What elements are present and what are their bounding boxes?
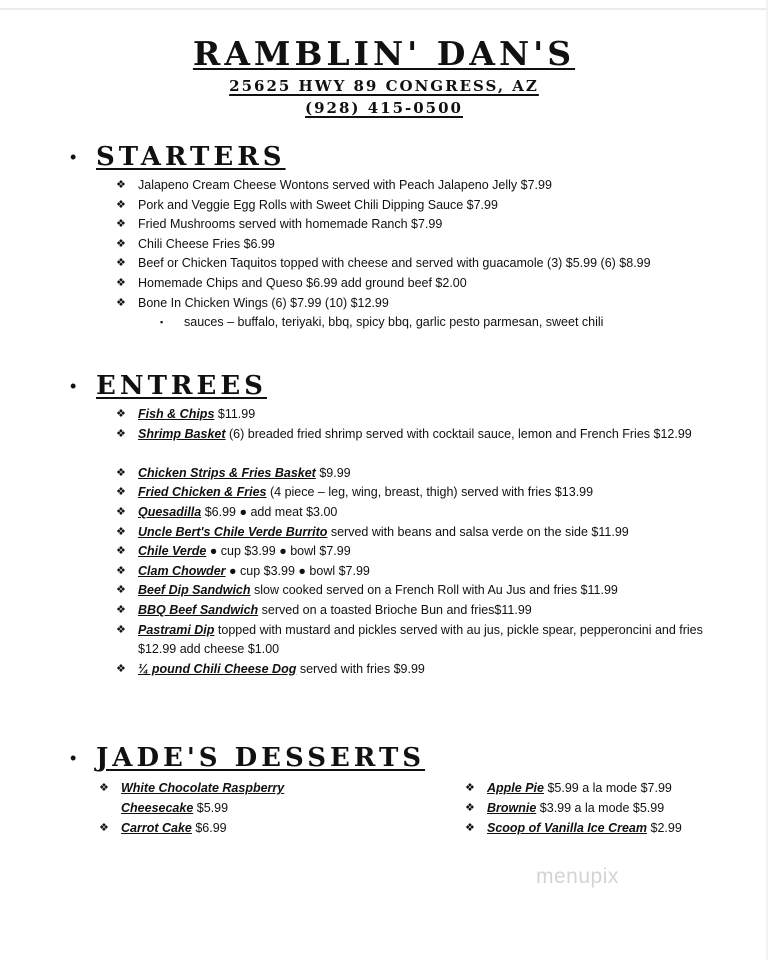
restaurant-phone: (928) 415-0500: [304, 99, 463, 117]
entree-name: Chile Verde: [138, 544, 207, 559]
entrees-heading: ENTREES: [96, 371, 267, 401]
diamond-bullet-icon: ❖: [116, 237, 126, 250]
entree-name: Shrimp Basket: [138, 426, 226, 441]
entree-name: BBQ Beef Sandwich: [138, 603, 259, 617]
diamond-bullet-icon: ❖: [116, 218, 126, 231]
list-item: [116, 176, 721, 196]
diamond-bullet-icon: ❖: [116, 408, 126, 420]
list-item: [465, 778, 735, 798]
dessert-name: Brownie: [487, 801, 537, 815]
entree-desc: topped with mustard and pickles served with au jus, pickle spear, pepperoncini and fries $12.99 add cheese $1.00: [138, 622, 703, 657]
starter-text: Beef or Chicken Taquitos topped with cheese and served with guacamole (3) $5.99 (6) $8.99: [138, 256, 651, 271]
dessert-desc: $5.99 a la mode $7.99: [543, 781, 672, 795]
list-item: [116, 254, 721, 274]
diamond-bullet-icon: ❖: [465, 782, 475, 794]
entree-desc: (4 piece – leg, wing, breast, thigh) served with fries $13.99: [266, 485, 594, 500]
diamond-bullet-icon: ❖: [116, 604, 126, 616]
diamond-bullet-icon: ❖: [465, 822, 475, 834]
list-item: [465, 798, 735, 818]
menupix-watermark: menupix: [536, 865, 619, 888]
diamond-bullet-icon: ❖: [116, 662, 126, 675]
diamond-bullet-icon: ❖: [116, 277, 126, 289]
diamond-bullet-icon: ❖: [116, 525, 126, 538]
diamond-bullet-icon: ❖: [116, 584, 126, 597]
list-item: [116, 523, 721, 543]
section-entrees: [70, 371, 267, 401]
dessert-desc: $6.99: [191, 821, 227, 835]
list-item: [116, 483, 721, 503]
section-bullet-icon: •: [70, 747, 77, 768]
diamond-bullet-icon: ❖: [116, 198, 126, 211]
list-item: [116, 425, 721, 445]
diamond-bullet-icon: ❖: [116, 623, 126, 636]
diamond-bullet-icon: ❖: [116, 466, 126, 479]
entree-desc: served on a toasted Brioche Bun and fries$11.99: [258, 603, 532, 617]
starters-heading: STARTERS: [96, 142, 286, 172]
dessert-desc: $2.99: [647, 821, 682, 835]
starter-text: Chili Cheese Fries $6.99: [138, 236, 275, 251]
diamond-bullet-icon: ❖: [99, 822, 109, 834]
dessert-desc: $5.99: [193, 801, 229, 815]
list-item: [116, 464, 721, 484]
diamond-bullet-icon: ❖: [116, 545, 126, 558]
list-item: [116, 581, 721, 601]
diamond-bullet-icon: ❖: [116, 564, 126, 577]
starter-text: Pork and Veggie Egg Rolls with Sweet Chili Dipping Sauce $7.99: [138, 197, 498, 212]
list-item: [116, 196, 721, 216]
entree-desc: served with fries $9.99: [296, 661, 425, 676]
entree-name: Pastrami Dip: [138, 622, 215, 637]
entree-name: Clam Chowder: [138, 563, 226, 578]
list-item: [116, 601, 721, 621]
list-item: [116, 542, 721, 562]
section-desserts: [70, 743, 425, 773]
dessert-name: Apple Pie: [487, 781, 544, 795]
square-bullet-icon: ▪: [160, 317, 164, 328]
list-item: [99, 818, 309, 838]
desserts-right-column: [465, 778, 735, 838]
diamond-bullet-icon: ❖: [116, 179, 126, 191]
entree-desc: $6.99 ● add meat $3.00: [201, 505, 338, 519]
entree-desc: ● cup $3.99 ● bowl $7.99: [206, 544, 351, 559]
diamond-bullet-icon: ❖: [116, 257, 126, 270]
list-item: [116, 562, 721, 582]
dessert-name: Scoop of Vanilla Ice Cream: [487, 821, 648, 835]
dessert-name: Carrot Cake: [121, 821, 192, 835]
desserts-left-column: [99, 778, 309, 838]
diamond-bullet-icon: ❖: [116, 506, 126, 518]
dessert-name: White Chocolate Raspberry Cheesecake: [121, 781, 285, 815]
entree-name: Fried Chicken & Fries: [138, 485, 267, 500]
entree-desc: ● cup $3.99 ● bowl $7.99: [225, 563, 370, 578]
section-starters: [70, 142, 286, 172]
entree-desc: $11.99: [214, 407, 256, 421]
sauces-text: sauces – buffalo, teriyaki, bbq, spicy bbq, garlic pesto parmesan, sweet chili: [184, 315, 604, 330]
restaurant-name: RAMBLIN' DAN'S: [192, 34, 576, 73]
list-item: [116, 621, 721, 660]
list-item: [116, 294, 721, 314]
section-bullet-icon: •: [70, 146, 77, 167]
list-item: [116, 235, 721, 255]
entree-desc: slow cooked served on a French Roll with Au Jus and fries $11.99: [250, 583, 618, 598]
starter-text: Fried Mushrooms served with homemade Ranch $7.99: [138, 217, 443, 232]
entree-name: ¼ pound Chili Cheese Dog: [138, 661, 297, 676]
list-item: [99, 778, 309, 818]
entree-desc: served with beans and salsa verde on the side $11.99: [327, 524, 629, 539]
entree-name: Uncle Bert's Chile Verde Burrito: [138, 524, 328, 539]
starter-text: Homemade Chips and Queso $6.99 add ground beef $2.00: [138, 276, 467, 290]
top-edge-line: [0, 8, 768, 10]
diamond-bullet-icon: ❖: [116, 296, 126, 309]
diamond-bullet-icon: ❖: [465, 802, 475, 814]
entree-name: Quesadilla: [138, 505, 202, 519]
section-bullet-icon: •: [70, 375, 77, 396]
dessert-desc: $3.99 a la mode $5.99: [536, 801, 665, 815]
list-item: [465, 818, 735, 838]
entree-desc: $9.99: [315, 465, 351, 480]
diamond-bullet-icon: ❖: [99, 782, 109, 794]
entree-name: Chicken Strips & Fries Basket: [138, 465, 316, 480]
starter-text: Bone In Chicken Wings (6) $7.99 (10) $12.99: [138, 295, 389, 310]
entree-name: Fish & Chips: [138, 407, 215, 421]
entree-name: Beef Dip Sandwich: [138, 583, 251, 598]
list-item: [116, 274, 721, 294]
entree-desc: (6) breaded fried shrimp served with cocktail sauce, lemon and French Fries $12.99: [225, 426, 692, 441]
sauces-sub-item: [160, 313, 603, 333]
starter-text: Jalapeno Cream Cheese Wontons served with Peach Jalapeno Jelly $7.99: [138, 178, 552, 192]
restaurant-address: 25625 HWY 89 CONGRESS, AZ: [229, 77, 539, 95]
desserts-heading: JADE'S DESSERTS: [96, 743, 426, 773]
list-item: [116, 660, 721, 680]
list-item: [116, 215, 721, 235]
diamond-bullet-icon: ❖: [116, 486, 126, 499]
diamond-bullet-icon: ❖: [116, 427, 126, 440]
list-item: [116, 405, 721, 425]
list-item: [116, 503, 721, 523]
